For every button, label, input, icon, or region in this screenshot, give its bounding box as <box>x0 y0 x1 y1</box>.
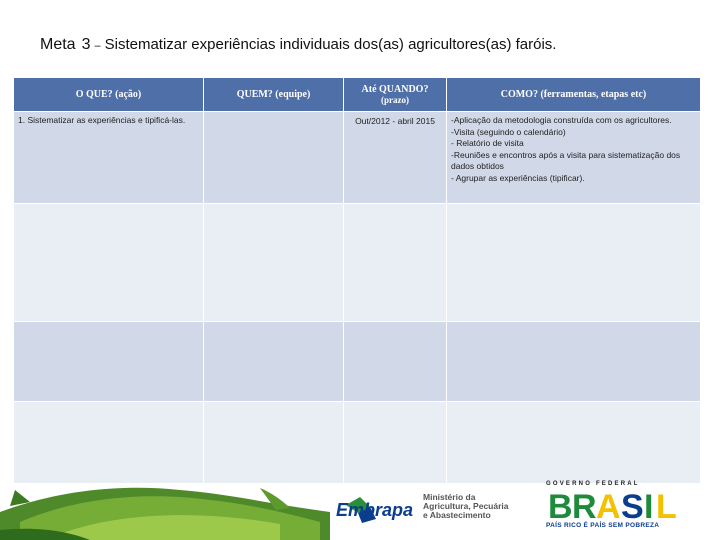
cell-what <box>14 204 204 322</box>
cell-what <box>14 402 204 484</box>
svg-text:R: R <box>572 488 597 522</box>
page-title <box>40 36 556 54</box>
how-step: - Agrupar as experiências (tipificar). <box>451 172 585 183</box>
gov-federal-label: GOVERNO FEDERAL <box>546 481 640 487</box>
column-header-who: QUEM? (equipe) <box>204 78 344 112</box>
cell-how <box>447 204 701 322</box>
svg-text:I: I <box>644 488 654 522</box>
cell-who <box>204 322 344 402</box>
how-step: -Reuniões e encontros após a visita para sistematização dos dados obtidos <box>451 149 681 172</box>
svg-text:L: L <box>656 488 677 522</box>
svg-text:S: S <box>621 488 644 522</box>
how-step: -Aplicação da metodologia construída com os agricultores. <box>451 115 672 125</box>
cell-when <box>344 322 447 402</box>
column-header-what: O QUE? (ação) <box>14 78 204 112</box>
how-step: - Relatório de visita <box>451 138 524 149</box>
meta-title: Sistematizar experiências individuais dos(as) agricultores(as) faróis. <box>104 36 557 53</box>
cell-who <box>204 402 344 484</box>
action-plan-table <box>13 77 701 484</box>
brasil-logo <box>546 488 686 522</box>
table-row <box>14 402 701 484</box>
cell-how <box>447 402 701 484</box>
brasil-slogan: PAÍS RICO É PAÍS SEM POBREZA <box>546 522 660 529</box>
table-row <box>14 204 701 322</box>
cell-who <box>204 112 344 204</box>
cell-when <box>344 402 447 484</box>
table-row <box>14 112 701 204</box>
svg-text:B: B <box>548 488 574 522</box>
cell-how <box>447 112 701 204</box>
cell-what <box>14 322 204 402</box>
cell-who <box>204 204 344 322</box>
title-dash: – <box>94 40 101 52</box>
how-step: -Visita (seguindo o calendário) <box>451 126 566 137</box>
embrapa-wordmark: Embrapa <box>336 500 414 520</box>
table-header-row <box>14 78 701 112</box>
cell-when <box>344 204 447 322</box>
column-header-how: COMO? (ferramentas, etapas etc) <box>447 78 701 112</box>
cell-what: 1. Sistematizar as experiências e tipificá-las. <box>14 112 204 204</box>
ministry-name: Ministério da Agricultura, Pecuária e Abastecimento <box>423 492 509 520</box>
meta-label: Meta <box>40 36 76 53</box>
cell-how <box>447 322 701 402</box>
cell-when: Out/2012 - abril 2015 <box>344 112 447 204</box>
column-header-when: Até QUANDO? (prazo) <box>344 78 447 112</box>
svg-text:A: A <box>596 488 621 522</box>
table-row <box>14 322 701 402</box>
meta-number: 3 <box>81 36 91 53</box>
